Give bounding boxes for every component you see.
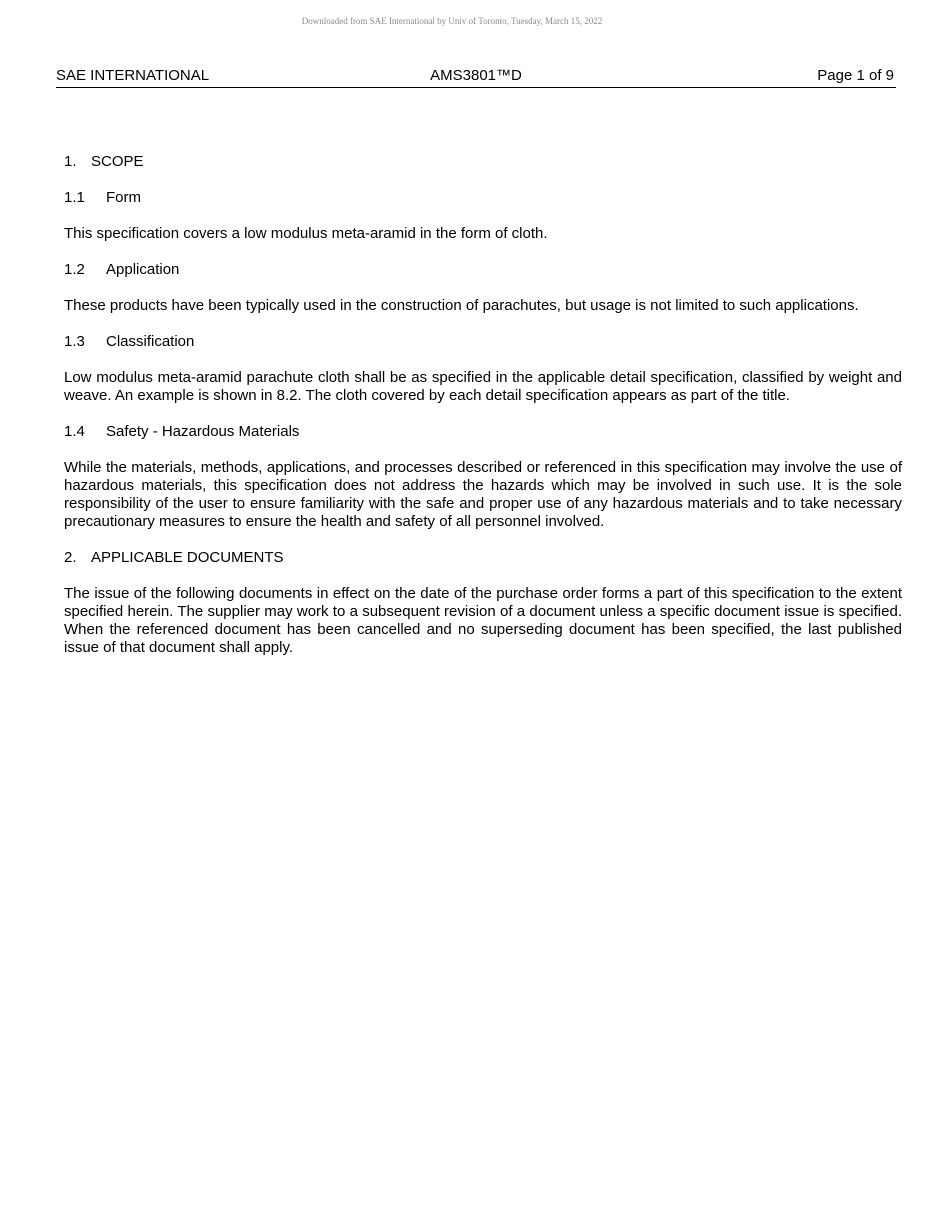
section-heading-scope	[64, 153, 902, 171]
page-header	[56, 67, 896, 88]
section-heading-application	[64, 261, 902, 279]
section-number: 2.	[64, 549, 77, 566]
section-title: APPLICABLE DOCUMENTS	[91, 549, 284, 566]
document-number: AMS3801™D	[430, 67, 522, 84]
section-number: 1.2	[64, 261, 85, 278]
section-heading-applicable-documents	[64, 549, 902, 567]
document-body	[64, 153, 902, 675]
section-number: 1.1	[64, 189, 85, 206]
paragraph-classification: Low modulus meta-aramid parachute cloth shall be as specified in the applicable detail specification, classified by weight and weave. An example is shown in 8.2. The cloth covered by each detail specification appears as part of the title.	[64, 369, 902, 404]
section-title: Classification	[106, 333, 195, 350]
paragraph-applicable-documents: The issue of the following documents in effect on the date of the purchase order forms a part of this specification to the extent specified herein. The supplier may work to a subsequent revision of a document unless a specific document issue is specified. When the referenced document has been cancelled and no superseding document has been specified, the last published issue of that document shall apply.	[64, 585, 902, 656]
section-title: Form	[106, 189, 141, 206]
paragraph-application: These products have been typically used in the construction of parachutes, but usage is not limited to such applications.	[64, 297, 859, 314]
section-heading-form	[64, 189, 902, 207]
section-number: 1.3	[64, 333, 85, 350]
section-number: 1.4	[64, 423, 85, 440]
section-heading-classification	[64, 333, 902, 351]
paragraph-form: This specification covers a low modulus meta-aramid in the form of cloth.	[64, 225, 548, 242]
section-title: Safety - Hazardous Materials	[106, 423, 300, 440]
paragraph-safety: While the materials, methods, applications, and processes described or referenced in this specification may involve the use of hazardous materials, this specification does not address the hazards which may be involved in such use. It is the sole responsibility of the user to ensure familiarity with the safe and proper use of any hazardous materials and to take necessary precautionary measures to ensure the health and safety of all personnel involved.	[64, 459, 902, 530]
page-number: Page 1 of 9	[817, 67, 894, 84]
section-title: Application	[106, 261, 180, 278]
download-watermark: Downloaded from SAE International by Univ of Toronto, Tuesday, March 15, 2022	[301, 16, 603, 26]
section-title: SCOPE	[91, 153, 144, 170]
section-heading-safety	[64, 423, 902, 441]
section-number: 1.	[64, 153, 77, 170]
organization-name: SAE INTERNATIONAL	[56, 67, 210, 84]
